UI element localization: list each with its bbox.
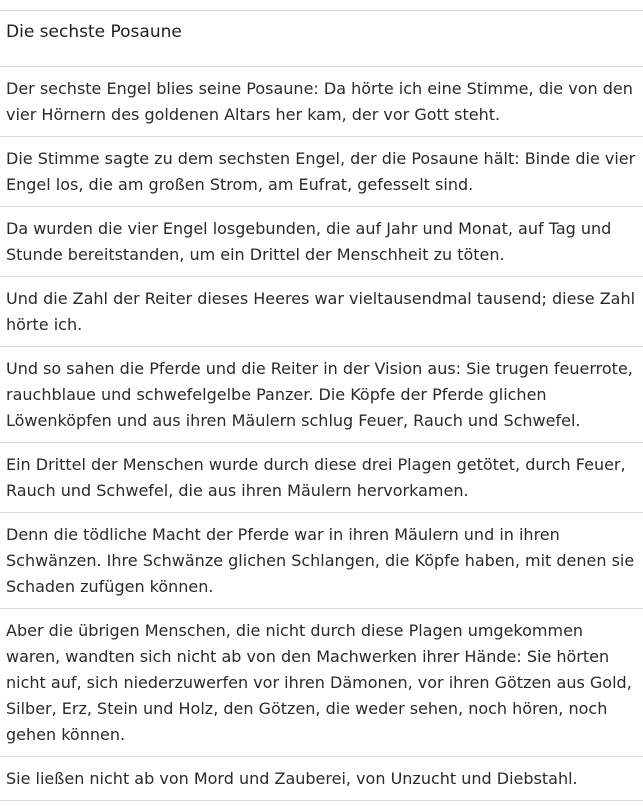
verse-item[interactable] <box>0 757 643 801</box>
verse-item[interactable] <box>0 443 643 513</box>
verse-item[interactable] <box>0 137 643 207</box>
verse-list <box>0 67 643 801</box>
verse-text: Ein Drittel der Menschen wurde durch diese drei Plagen getötet, durch Feuer, Rauch und Schwefel, die aus ihren Mäulern hervorkamen. <box>6 455 626 500</box>
top-divider <box>0 0 643 11</box>
verse-text: Und so sahen die Pferde und die Reiter in der Vision aus: Sie trugen feuerrote, rauchblaue und schwefelgelbe Panzer. Die Köpfe der Pferde glichen Löwenköpfen und aus ihren Mäulern schlug Feuer, Rauch und Schwefel. <box>6 359 633 430</box>
verse-item[interactable] <box>0 67 643 137</box>
verse-item[interactable] <box>0 609 643 757</box>
verse-text: Aber die übrigen Menschen, die nicht durch diese Plagen umgekommen waren, wandten sich nicht ab von den Machwerken ihrer Hände: Sie hörten nicht auf, sich niederzuwerfen vor ihren Dämonen, vor ihren Götzen aus Gold, Silber, Erz, Stein und Holz, den Götzen, die weder sehen, noch hören, noch gehen können. <box>6 621 632 744</box>
verse-item[interactable] <box>0 277 643 347</box>
verse-item[interactable] <box>0 513 643 609</box>
verse-item[interactable] <box>0 207 643 277</box>
verse-text: Der sechste Engel blies seine Posaune: Da hörte ich eine Stimme, die von den vier Hörnern des goldenen Altars her kam, der vor Gott steht. <box>6 79 633 124</box>
verse-text: Da wurden die vier Engel losgebunden, die auf Jahr und Monat, auf Tag und Stunde bereitstanden, um ein Drittel der Menschheit zu töten. <box>6 219 612 264</box>
verse-text: Und die Zahl der Reiter dieses Heeres war vieltausendmal tausend; diese Zahl hörte ich. <box>6 289 636 334</box>
section-heading: Die sechste Posaune <box>6 22 182 42</box>
verse-text: Sie ließen nicht ab von Mord und Zauberei, von Unzucht und Diebstahl. <box>6 769 578 788</box>
verse-text: Die Stimme sagte zu dem sechsten Engel, der die Posaune hält: Binde die vier Engel los, die am großen Strom, am Eufrat, gefesselt sind. <box>6 149 636 194</box>
verse-text: Denn die tödliche Macht der Pferde war in ihren Mäulern und in ihren Schwänzen. Ihre Schwänze glichen Schlangen, die Köpfe haben, mit denen sie Schaden zufügen können. <box>6 525 635 596</box>
section-heading-row <box>0 11 643 67</box>
verse-item[interactable] <box>0 347 643 443</box>
